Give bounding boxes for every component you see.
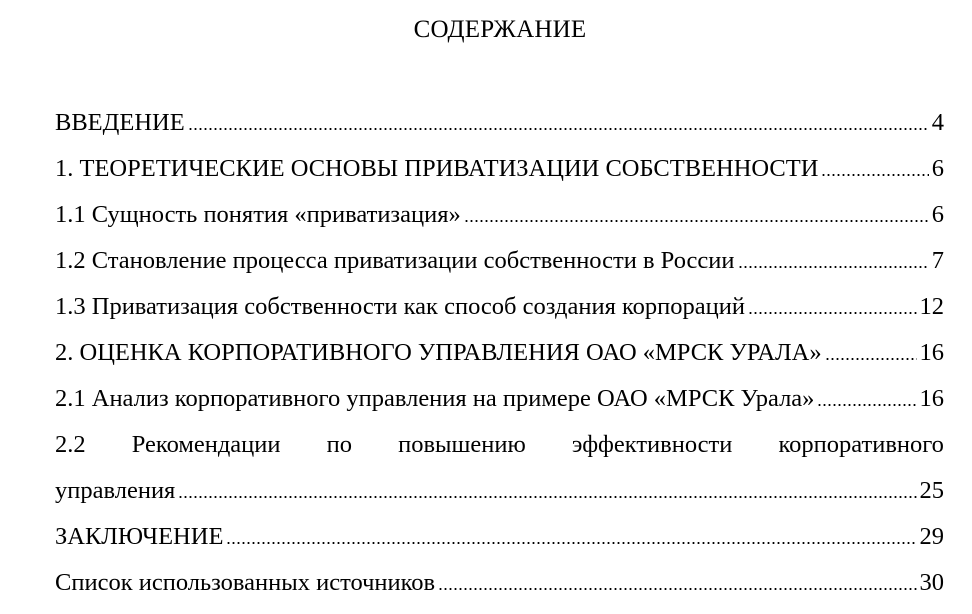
toc-entry-title: 2. ОЦЕНКА КОРПОРАТИВНОГО УПРАВЛЕНИЯ ОАО «МРСК УРАЛА» [55, 339, 822, 366]
toc-entry-chapter-1[interactable] [55, 150, 944, 184]
toc-entry-page: 6 [931, 155, 944, 182]
dot-leader [821, 173, 928, 177]
dot-leader [738, 265, 929, 269]
toc-heading: СОДЕРЖАНИЕ [413, 16, 587, 43]
toc-entry-section-2-1[interactable] [55, 380, 944, 414]
toc-word: по [326, 431, 353, 458]
toc-entry-title: 1.2 Становление процесса приватизации собственности в России [55, 247, 735, 274]
dot-leader [748, 311, 917, 315]
toc-entry-page: 6 [931, 201, 944, 228]
toc-entry-title: ВВЕДЕНИЕ [55, 109, 185, 136]
toc-entry-page: 30 [919, 569, 944, 596]
toc-entry-introduction[interactable] [55, 104, 944, 138]
toc-entry-title: 1. ТЕОРЕТИЧЕСКИЕ ОСНОВЫ ПРИВАТИЗАЦИИ СОБСТВЕННОСТИ [55, 155, 819, 182]
toc-entry-section-2-2-line-2[interactable] [55, 472, 944, 506]
dot-leader [226, 541, 916, 545]
dot-leader [438, 587, 916, 591]
toc-word: повышению [398, 431, 526, 458]
toc-entry-title: 1.1 Сущность понятия «приватизация» [55, 201, 461, 228]
toc-entry-page: 16 [919, 339, 944, 366]
toc-entry-title: 2.1 Анализ корпоративного управления на примере ОАО «МРСК Урала» [55, 385, 815, 412]
toc-entry-title: ЗАКЛЮЧЕНИЕ [55, 523, 224, 550]
toc-entry-page: 25 [919, 477, 944, 504]
toc-entry-references[interactable] [55, 564, 944, 598]
toc-entry-chapter-2[interactable] [55, 334, 944, 368]
toc-entry-title: 1.3 Приватизация собственности как способ создания корпораций [55, 293, 745, 320]
toc-entry-section-1-1[interactable] [55, 196, 944, 230]
toc-word: эффективности [571, 431, 733, 458]
dot-leader [464, 219, 929, 223]
toc-entry-title: Список использованных источников [55, 569, 436, 596]
toc-entry-page: 16 [919, 385, 944, 412]
toc-word: 2.2 [55, 431, 86, 458]
dot-leader [825, 357, 917, 361]
toc-entry-page: 4 [931, 109, 944, 136]
toc-entry-conclusion[interactable] [55, 518, 944, 552]
toc-word: Рекомендации [131, 431, 281, 458]
toc-entry-page: 29 [919, 523, 944, 550]
toc-entry-page: 7 [931, 247, 944, 274]
toc-entry-section-1-3[interactable] [55, 288, 944, 322]
toc-entry-section-1-2[interactable] [55, 242, 944, 276]
toc-entry-title: управления [55, 477, 176, 504]
toc-word: корпоративного [778, 431, 944, 458]
dot-leader [817, 403, 916, 407]
toc-entry-section-2-2-line-1[interactable] [55, 426, 944, 460]
dot-leader [178, 495, 916, 499]
dot-leader [188, 127, 929, 131]
toc-entry-page: 12 [919, 293, 944, 320]
